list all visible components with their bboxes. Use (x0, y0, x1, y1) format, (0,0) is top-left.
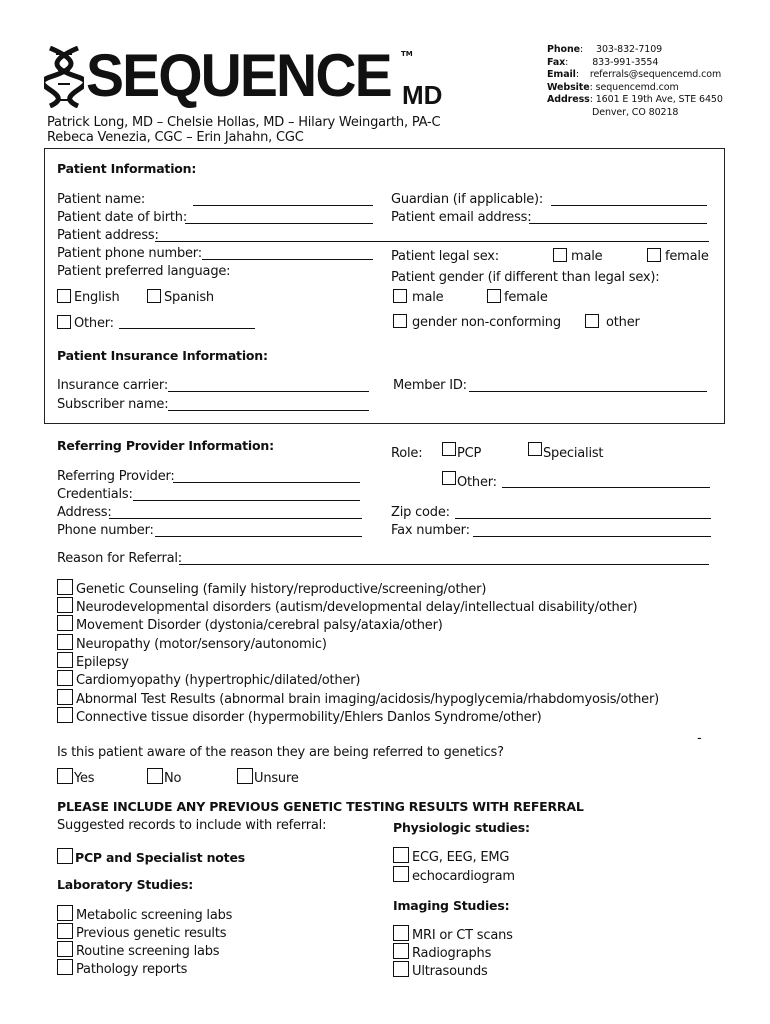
role-other-line[interactable] (502, 487, 710, 488)
referring-provider-label: Referring Provider: (57, 469, 175, 484)
reason-option[interactable] (57, 579, 486, 598)
patient-name-field[interactable] (57, 192, 373, 208)
guardian-line[interactable] (551, 205, 707, 206)
pcp-notes-option[interactable] (57, 848, 245, 866)
reason-option[interactable] (57, 707, 542, 726)
physio-option[interactable] (393, 847, 509, 866)
lang-spanish-label: Spanish (164, 290, 214, 305)
sex-male-label: male (571, 249, 603, 264)
provider-address-field[interactable] (57, 505, 362, 521)
role-pcp-checkbox[interactable] (442, 442, 456, 456)
reason-checkbox[interactable] (57, 634, 73, 650)
reason-checkbox[interactable] (57, 597, 73, 613)
patient-email-label: Patient email address: (391, 210, 532, 225)
lab-studies-title: Laboratory Studies: (57, 877, 193, 892)
referring-provider-field[interactable] (57, 469, 360, 485)
role-other-checkbox[interactable] (442, 471, 456, 485)
reason-label: Epilepsy (76, 655, 129, 670)
insurance-carrier-line[interactable] (168, 391, 369, 392)
contact-phone: Phone: 303-832-7109 (547, 44, 663, 55)
gender-label: Patient gender (if different than legal sex): (391, 270, 660, 285)
trademark-mark: TM (401, 50, 413, 58)
imaging-label: MRI or CT scans (412, 928, 513, 943)
lang-english-option[interactable] (57, 289, 120, 306)
credentials-label: Credentials: (57, 487, 133, 502)
contact-website-value[interactable]: sequencemd.com (595, 81, 679, 93)
awareness-question: Is this patient aware of the reason they are being referred to genetics? (57, 745, 504, 760)
lab-option[interactable] (57, 941, 219, 960)
provider-section-title: Referring Provider Information: (57, 438, 274, 453)
aware-no-option[interactable] (147, 768, 181, 787)
imaging-option[interactable] (393, 961, 488, 980)
patient-dob-field[interactable] (57, 210, 373, 226)
lang-spanish-option[interactable] (147, 289, 214, 306)
provider-phone-label: Phone number: (57, 523, 154, 538)
stray-dash: - (697, 731, 702, 746)
lab-checkbox[interactable] (57, 941, 73, 957)
sex-female-option[interactable] (647, 248, 709, 265)
imaging-option[interactable] (393, 943, 491, 962)
contact-phone-value: 303-832-7109 (596, 44, 663, 55)
reason-label: Cardiomyopathy (hypertrophic/dilated/other) (76, 673, 361, 688)
contact-email-key: Email (547, 69, 576, 80)
gender-other-label: other (606, 315, 640, 330)
gender-other-option[interactable] (585, 314, 640, 331)
legal-sex-label: Patient legal sex: (391, 249, 499, 264)
reason-checkbox[interactable] (57, 652, 73, 668)
imaging-checkbox[interactable] (393, 943, 409, 959)
lab-checkbox[interactable] (57, 905, 73, 921)
role-specialist-option[interactable] (528, 442, 603, 462)
patient-phone-field[interactable] (57, 246, 373, 262)
contact-website: Website: sequencemd.com (547, 81, 679, 93)
imaging-checkbox[interactable] (393, 961, 409, 977)
fax-field[interactable] (391, 523, 711, 539)
reason-label: Reason for Referral: (57, 551, 182, 566)
contact-email-value[interactable]: referrals@sequencemd.com (589, 69, 722, 80)
imaging-studies-title: Imaging Studies: (393, 898, 510, 913)
subscriber-line[interactable] (168, 410, 369, 411)
zip-line[interactable] (455, 518, 711, 519)
lang-english-checkbox[interactable] (57, 289, 71, 303)
reason-line[interactable] (179, 564, 709, 565)
contact-address: Address: 1601 E 19th Ave, STE 6450 (547, 94, 723, 105)
sex-female-label: female (665, 249, 709, 264)
subscriber-label: Subscriber name: (57, 397, 169, 412)
subscriber-field[interactable] (57, 397, 369, 413)
gender-male-checkbox[interactable] (393, 289, 407, 303)
reason-checkbox[interactable] (57, 615, 73, 631)
imaging-option[interactable] (393, 925, 513, 944)
gender-nc-option[interactable] (393, 314, 561, 331)
gender-male-label: male (412, 290, 444, 305)
reason-option[interactable] (57, 615, 443, 634)
member-id-field[interactable] (393, 378, 707, 394)
member-id-line[interactable] (469, 391, 707, 392)
credentials-line[interactable] (133, 500, 360, 501)
lang-other-option[interactable] (57, 315, 255, 332)
fax-line[interactable] (473, 536, 711, 537)
patient-dob-line[interactable] (185, 223, 373, 224)
reason-option[interactable] (57, 652, 129, 671)
patient-email-field[interactable] (391, 210, 707, 226)
lab-option[interactable] (57, 923, 226, 942)
patient-address-field[interactable] (57, 228, 709, 244)
reason-option[interactable] (57, 597, 637, 616)
insurance-section-title: Patient Insurance Information: (57, 348, 268, 363)
lab-checkbox[interactable] (57, 959, 73, 975)
contact-address-key: Address (547, 94, 590, 105)
pcp-notes-checkbox[interactable] (57, 848, 73, 864)
role-specialist-checkbox[interactable] (528, 442, 542, 456)
suggested-records-label: Suggested records to include with referral: (57, 818, 327, 833)
member-id-label: Member ID: (393, 378, 467, 393)
aware-no-label: No (164, 771, 182, 786)
reason-label: Genetic Counseling (family history/reproductive/screening/other) (76, 582, 487, 597)
reason-checkbox[interactable] (57, 670, 73, 686)
provider-address-label: Address: (57, 505, 112, 520)
contact-fax-value: 833-991-3554 (592, 56, 659, 68)
gender-female-checkbox[interactable] (487, 289, 501, 303)
physio-option[interactable] (393, 866, 515, 885)
reason-label: Neurodevelopmental disorders (autism/developmental delay/intellectual disability/other) (76, 600, 638, 615)
reason-checkbox[interactable] (57, 689, 73, 705)
guardian-field[interactable] (391, 192, 707, 208)
contact-email: Email: referrals@sequencemd.com (547, 69, 722, 80)
contact-website-key: Website (547, 81, 590, 93)
role-pcp-option[interactable] (442, 442, 481, 462)
staff-line-1: Patrick Long, MD – Chelsie Hollas, MD – Hilary Weingarth, PA-C (47, 115, 441, 130)
patient-address-line[interactable] (155, 241, 709, 242)
lang-english-label: English (74, 290, 120, 305)
contact-phone-key: Phone (547, 44, 580, 55)
provider-address-line[interactable] (109, 518, 362, 519)
gender-nc-label: gender non-conforming (412, 315, 561, 330)
insurance-carrier-label: Insurance carrier: (57, 378, 168, 393)
patient-name-label: Patient name: (57, 192, 146, 207)
reason-label: Connective tissue disorder (hypermobility/Ehlers Danlos Syndrome/other) (76, 710, 542, 725)
lang-spanish-checkbox[interactable] (147, 289, 161, 303)
credentials-field[interactable] (57, 487, 360, 503)
patient-phone-label: Patient phone number: (57, 246, 202, 261)
guardian-label: Guardian (if applicable): (391, 192, 544, 207)
imaging-label: Radiographs (412, 946, 492, 961)
contact-block (547, 44, 723, 119)
patient-language-label: Patient preferred language: (57, 264, 231, 279)
physio-label: echocardiogram (412, 869, 515, 884)
logo-md: MD (402, 80, 443, 110)
patient-address-label: Patient address: (57, 228, 159, 243)
role-pcp-label: PCP (457, 446, 482, 461)
physio-studies-title: Physiologic studies: (393, 820, 530, 835)
role-label: Role: (391, 446, 423, 461)
physio-checkbox[interactable] (393, 866, 409, 882)
contact-fax-key: Fax (547, 56, 566, 68)
zip-label: Zip code: (391, 505, 450, 520)
sex-male-checkbox[interactable] (553, 248, 567, 262)
lab-option[interactable] (57, 959, 187, 978)
sex-female-checkbox[interactable] (647, 248, 661, 262)
physio-checkbox[interactable] (393, 847, 409, 863)
lab-label: Previous genetic results (76, 926, 227, 941)
imaging-checkbox[interactable] (393, 925, 409, 941)
zip-field[interactable] (391, 505, 711, 521)
referring-provider-line[interactable] (173, 482, 360, 483)
reason-label: Movement Disorder (dystonia/cerebral palsy/ataxia/other) (76, 618, 443, 633)
reason-label: Neuropathy (motor/sensory/autonomic) (76, 637, 327, 652)
fax-label: Fax number: (391, 523, 470, 538)
gender-female-option[interactable] (487, 289, 548, 306)
patient-email-line[interactable] (529, 223, 707, 224)
aware-unsure-label: Unsure (254, 771, 299, 786)
aware-yes-option[interactable] (57, 768, 94, 787)
contact-address-value: 1601 E 19th Ave, STE 6450 (595, 94, 723, 105)
reason-option[interactable] (57, 670, 360, 689)
lab-option[interactable] (57, 905, 232, 924)
reason-option[interactable] (57, 634, 327, 653)
insurance-carrier-field[interactable] (57, 378, 369, 394)
staff-line-2: Rebeca Venezia, CGC – Erin Jahahn, CGC (47, 130, 304, 145)
records-heading: PLEASE INCLUDE ANY PREVIOUS GENETIC TESTING RESULTS WITH REFERRAL (57, 799, 584, 814)
lab-label: Routine screening labs (76, 944, 220, 959)
physio-label: ECG, EEG, EMG (412, 850, 510, 865)
aware-yes-checkbox[interactable] (57, 768, 73, 784)
reason-option[interactable] (57, 689, 659, 708)
contact-address-line2: Denver, CO 80218 (592, 106, 679, 118)
role-other-option[interactable] (442, 471, 710, 491)
lab-label: Metabolic screening labs (76, 908, 233, 923)
reason-field[interactable] (57, 551, 709, 567)
gender-other-checkbox[interactable] (585, 314, 599, 328)
aware-yes-label: Yes (74, 771, 95, 786)
pcp-notes-label: PCP and Specialist notes (75, 850, 245, 865)
aware-unsure-option[interactable] (237, 768, 299, 787)
logo-wordmark: SEQUENCE (86, 42, 391, 109)
role-specialist-label: Specialist (543, 446, 604, 461)
lang-other-label: Other: (74, 316, 114, 331)
role-other-label: Other: (457, 475, 497, 490)
lab-checkbox[interactable] (57, 923, 73, 939)
reason-label: Abnormal Test Results (abnormal brain imaging/acidosis/hypoglycemia/rhabdomyosis/other) (76, 692, 659, 707)
imaging-label: Ultrasounds (412, 964, 488, 979)
dna-helix-icon (44, 46, 84, 108)
sex-male-option[interactable] (553, 248, 602, 265)
patient-phone-line[interactable] (202, 259, 373, 260)
gender-nc-checkbox[interactable] (393, 314, 407, 328)
gender-male-option[interactable] (393, 289, 443, 306)
contact-fax: Fax: 833-991-3554 (547, 56, 659, 68)
gender-female-label: female (504, 290, 548, 305)
provider-phone-line[interactable] (155, 536, 362, 537)
aware-no-checkbox[interactable] (147, 768, 163, 784)
lang-other-line[interactable] (119, 328, 255, 329)
reason-checkbox[interactable] (57, 579, 73, 595)
patient-name-line[interactable] (193, 205, 373, 206)
aware-unsure-checkbox[interactable] (237, 768, 253, 784)
reason-checkbox[interactable] (57, 707, 73, 723)
provider-phone-field[interactable] (57, 523, 362, 539)
lab-label: Pathology reports (76, 962, 188, 977)
patient-dob-label: Patient date of birth: (57, 210, 188, 225)
lang-other-checkbox[interactable] (57, 315, 71, 329)
patient-section-title: Patient Information: (57, 161, 197, 176)
